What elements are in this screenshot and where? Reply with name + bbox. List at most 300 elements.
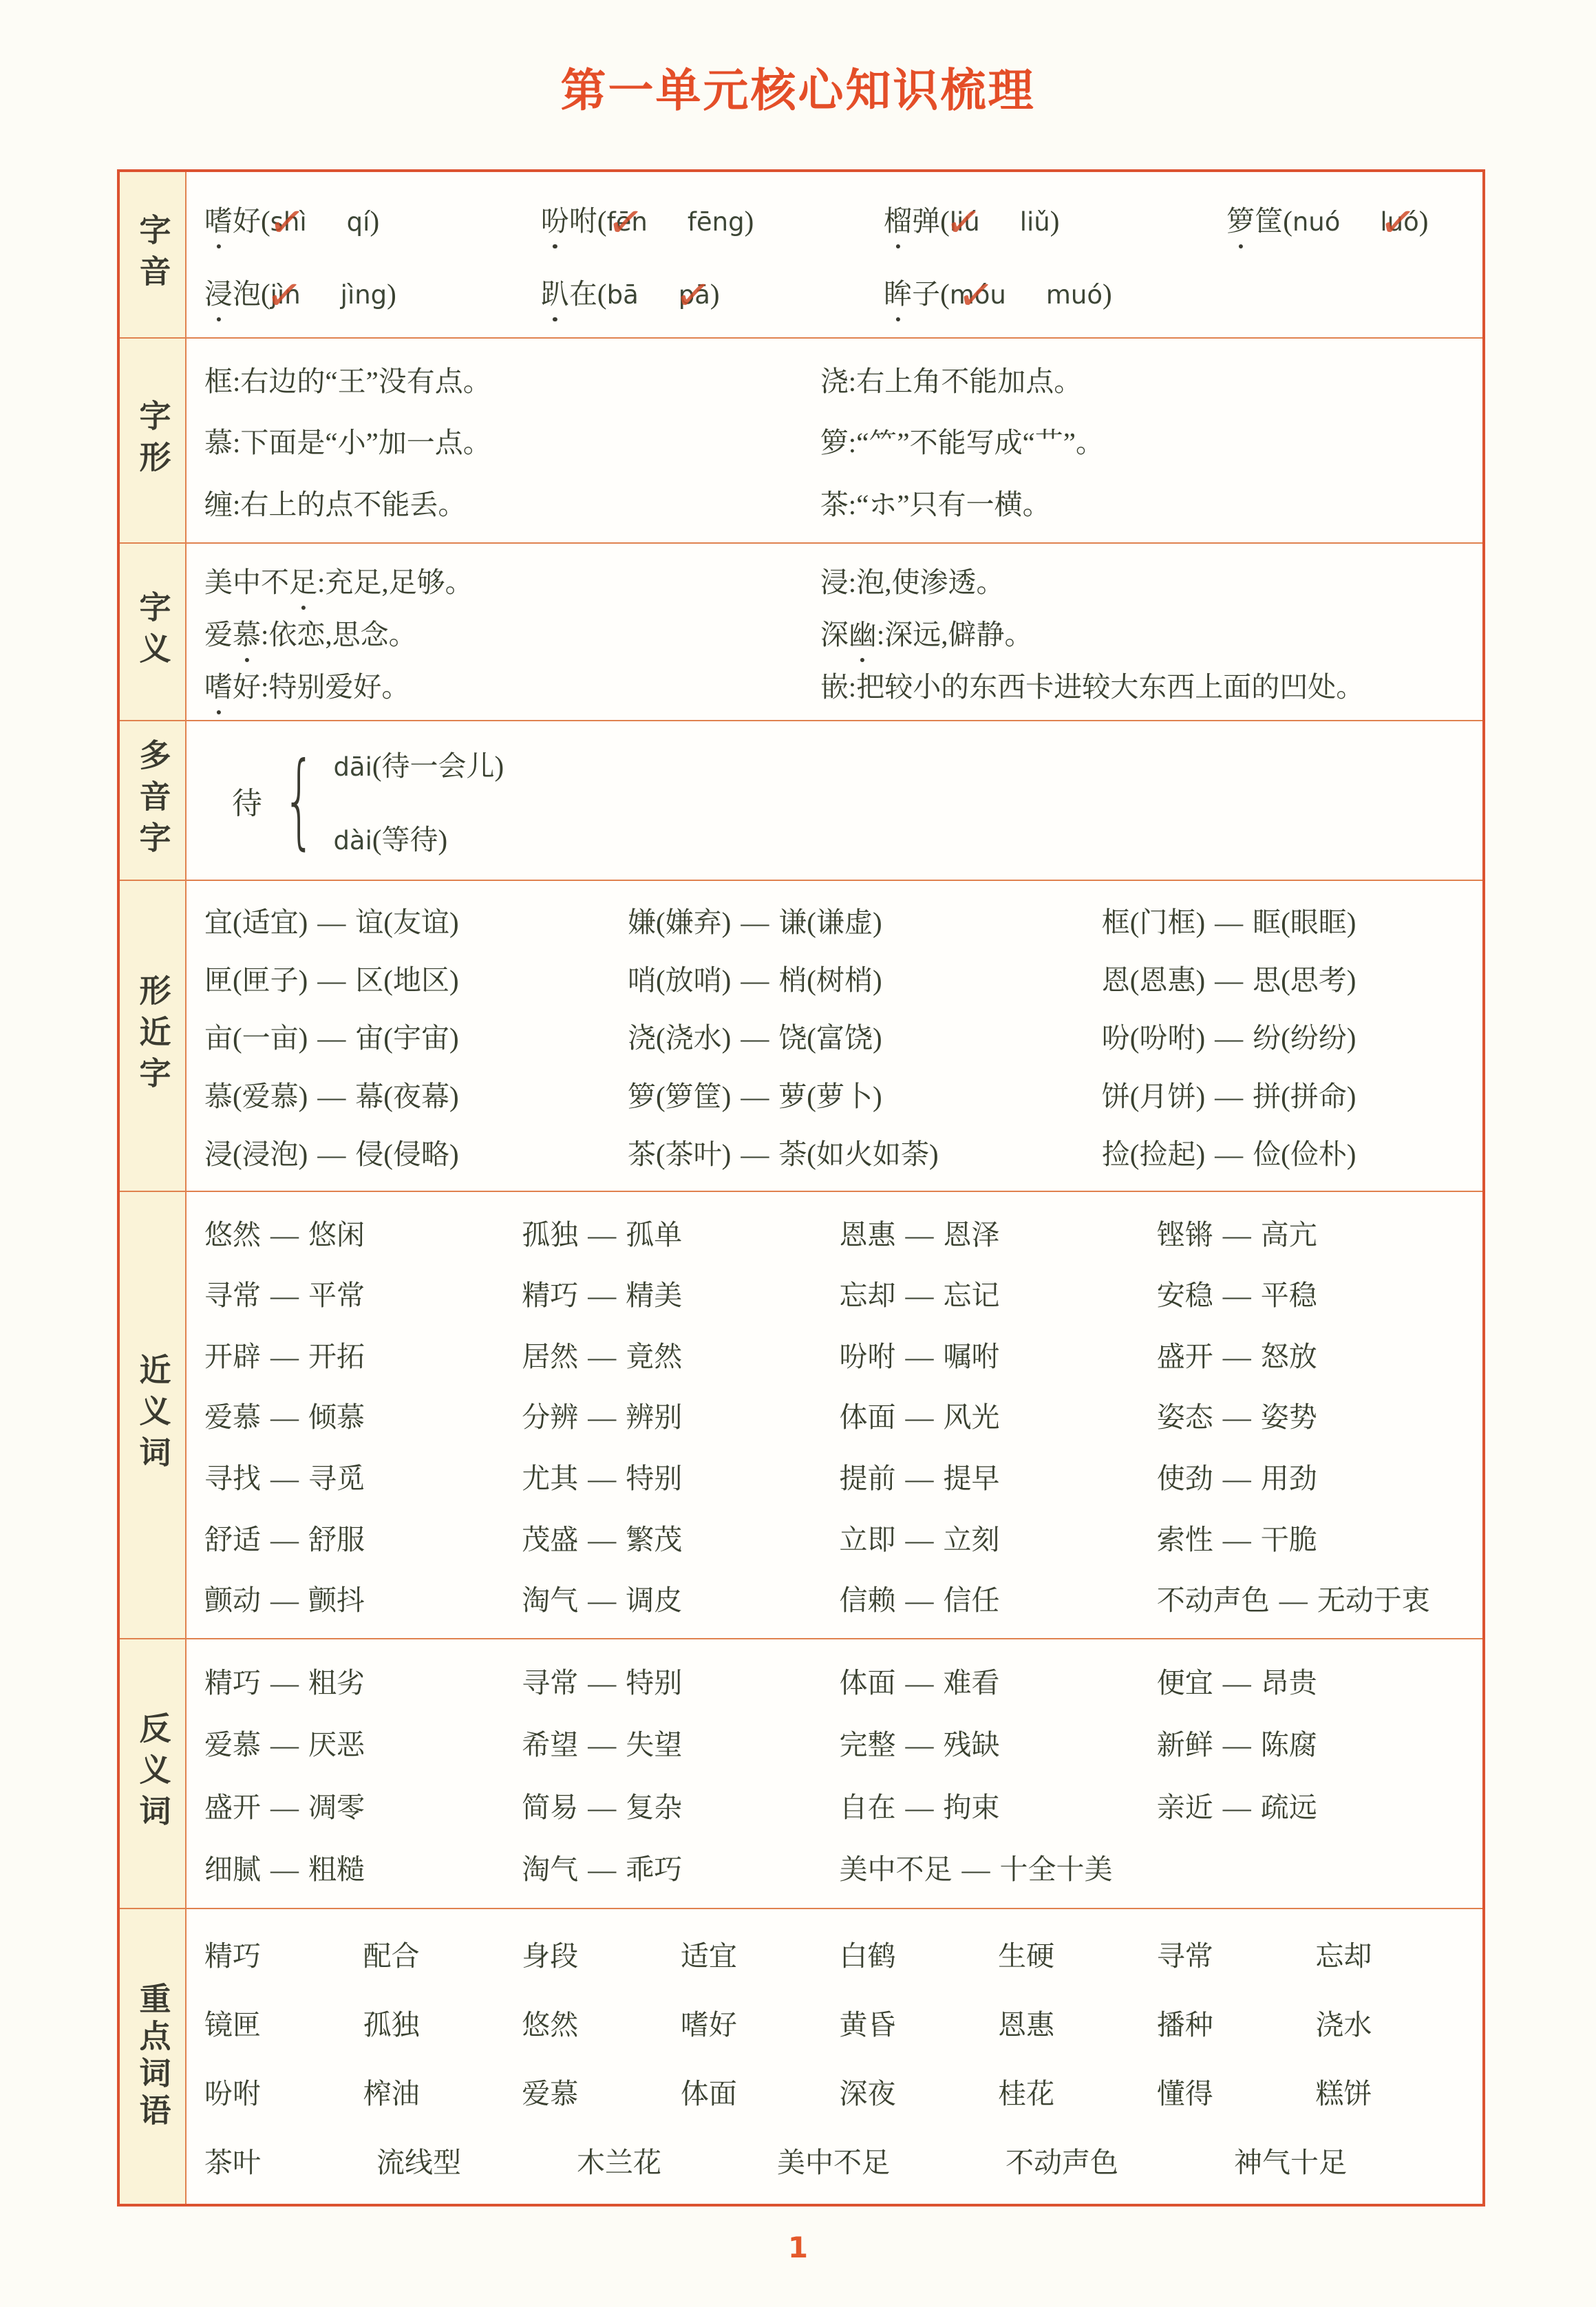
pair-left: 自在 [839,1791,896,1823]
pair-right: 十全十美 [999,1853,1113,1886]
section-ziyin [120,172,1482,337]
pinyin-option-correct: luó ✓ [1380,207,1418,237]
word-pair [628,900,1102,940]
note-line: 浇:右上角不能加点。 [820,365,1083,398]
pinyin-option: fēng [687,206,745,237]
emphasis-dot-char: 嗜 [204,204,233,237]
pair-right: 用劲 [1260,1463,1317,1495]
note-line: 爱慕:依恋,思念。 [204,618,417,650]
pair-dash: — [270,1401,299,1434]
pair-dash: — [588,1340,617,1372]
row-label-text: 近义词 [135,1353,171,1477]
pair-left: 框(门框) [1101,906,1206,938]
section-body-ziyi [187,544,1482,720]
row-label-text: 反义词 [135,1712,171,1836]
section-body-xingjinzi [187,881,1482,1191]
word-pair [522,1517,839,1558]
pair-dash: — [1222,1340,1251,1372]
word-pair [204,1517,522,1558]
word-pair [1102,1074,1474,1114]
pair-left: 姿态 [1156,1401,1213,1434]
polyphone-group [204,743,1474,858]
word-pair [522,1847,839,1887]
word-pair [1157,1456,1474,1496]
pair-left: 淘气 [522,1853,579,1886]
word-pair [840,1212,1157,1253]
word-pair [1157,1577,1474,1618]
pair-left: 使劲 [1156,1463,1213,1495]
pair-right: 高亢 [1260,1218,1317,1251]
pair-right: 萝(萝卜) [778,1080,882,1112]
pair-dash: — [1215,1080,1244,1112]
row-label-zhongdianciyu [120,1909,187,2204]
entry-word: 吩咐 [540,204,597,237]
pair-left: 匣(匣子) [204,964,308,997]
row-label-text: 多音字 [135,738,171,862]
entry-word: 箩筐 [1226,204,1284,237]
pair-dash: — [270,1666,299,1699]
pair-right: 恩泽 [943,1218,1000,1251]
key-word: 榨油 [363,2077,420,2109]
pair-right: 舒服 [308,1523,365,1555]
emphasis-dot-char: 趴 [540,277,569,310]
pair-dash: — [588,1584,617,1617]
pair-left: 细腻 [204,1853,261,1886]
pair-right: 荼(如火如荼) [778,1138,939,1171]
key-word: 桂花 [998,2077,1055,2109]
pair-right: 辨别 [626,1401,683,1434]
pair-dash: — [588,1523,617,1555]
pair-left: 开辟 [204,1340,261,1372]
key-word: 配合 [363,1939,420,1972]
pair-left: 索性 [1156,1523,1213,1555]
word-pair [1157,1212,1474,1253]
pair-dash: — [270,1853,299,1886]
pair-left: 吩咐 [839,1340,896,1372]
pair-left: 体面 [839,1666,896,1699]
entry-word: 榴弹 [884,204,941,237]
note-line: 缠:右上的点不能丢。 [204,488,467,520]
pinyin-entry: 嗜好(shì ✓ qí) [204,198,541,239]
pair-left: 亩(一亩) [204,1022,308,1054]
note-line: 茶:“ホ”只有一横。 [820,488,1051,520]
emphasis-dot-char: 慕 [233,618,261,650]
pair-dash: — [905,1218,934,1251]
section-body-zixing [187,339,1482,542]
key-word: 嗜好 [680,2008,737,2041]
word-pair [204,1212,522,1253]
entry-word: 浸泡 [204,277,261,310]
key-word: 孤独 [363,2008,420,2041]
section-body-ziyin [187,172,1482,337]
word-pair [840,1577,1157,1618]
pair-left: 浸(浸泡) [204,1138,308,1171]
pair-dash: — [588,1401,617,1434]
key-word: 生硬 [998,1939,1055,1972]
pair-left: 居然 [522,1340,579,1372]
pair-right: 厌恶 [308,1729,365,1761]
pair-right: 纷(纷纷) [1253,1022,1356,1054]
pair-left: 寻常 [204,1279,261,1312]
pair-left: 铿锵 [1156,1218,1213,1251]
pair-dash: — [1215,1022,1244,1054]
note-line: 框:右边的“王”没有点。 [204,365,491,398]
pair-dash: — [317,1080,346,1112]
pair-right: 眶(眼眶) [1253,906,1356,938]
word-pair [1157,1517,1474,1558]
note-line: 深幽:深远,僻静。 [820,618,1033,650]
pinyin-option-correct: liú ✓ [950,207,980,237]
section-body-duoyinzi [187,721,1482,880]
word-pair [204,1722,522,1763]
word-pair [840,1456,1157,1496]
pair-left: 淘气 [522,1584,579,1617]
word-pair [628,1131,1102,1172]
emphasis-dot-char: 榴 [884,204,913,237]
pair-right: 思(思考) [1253,964,1356,997]
pinyin-entry: 浸泡(jìn ✓ jìng) [204,271,541,312]
pair-left: 恩惠 [839,1218,896,1251]
pair-dash: — [1222,1729,1251,1761]
word-pair [204,1273,522,1313]
pair-dash: — [270,1791,299,1823]
pinyin-option: liǔ [1019,206,1050,237]
pair-left: 捡(捡起) [1101,1138,1206,1171]
pair-dash: — [270,1340,299,1372]
word-pair [204,957,628,998]
pair-right: 平常 [308,1279,365,1312]
pair-right: 饶(富饶) [778,1022,882,1054]
pair-right: 梢(树梢) [778,964,882,997]
word-pair [840,1517,1157,1558]
pair-left: 简易 [522,1791,579,1823]
pair-left: 立即 [839,1523,896,1555]
pair-left: 孤独 [522,1218,579,1251]
pair-left: 分辨 [522,1401,579,1434]
word-pair [522,1456,839,1496]
pair-dash: — [317,964,346,997]
word-pair [840,1722,1157,1763]
pair-dash: — [270,1729,299,1761]
key-word: 糕饼 [1315,2077,1372,2109]
word-pair [204,1074,628,1114]
pair-left: 寻常 [522,1666,579,1699]
page-number: 1 [787,2231,809,2264]
pair-left: 舒适 [204,1523,261,1555]
section-body-zhongdianciyu [187,1909,1482,2204]
pair-right: 复杂 [626,1791,683,1823]
pair-left: 饼(月饼) [1101,1080,1206,1112]
pair-left: 爱慕 [204,1729,261,1761]
pair-left: 尤其 [522,1463,579,1495]
pinyin-entry: 榴弹(liú ✓ liǔ) [884,198,1226,239]
pair-right: 侵(侵略) [355,1138,459,1171]
pair-right: 忘记 [943,1279,1000,1312]
key-word: 白鹤 [839,1939,896,1972]
key-word: 适宜 [680,1939,737,1972]
pair-left: 宜(适宜) [204,906,308,938]
pair-right: 繁茂 [626,1523,683,1555]
word-pair [840,1660,1157,1701]
pair-right: 无动于衷 [1317,1584,1430,1617]
pair-right: 粗劣 [308,1666,365,1699]
pair-right: 凋零 [308,1791,365,1823]
pair-dash: — [1222,1666,1251,1699]
pair-right: 颤抖 [308,1584,365,1617]
pair-dash: — [961,1853,990,1886]
pair-right: 姿势 [1260,1401,1317,1434]
word-pair [522,1722,839,1763]
pair-dash: — [270,1463,299,1495]
word-pair [840,1334,1157,1374]
pair-left: 箩(箩筐) [628,1080,732,1112]
polyphone-readings [333,743,504,858]
pair-left: 完整 [839,1729,896,1761]
pair-left: 盛开 [1156,1340,1213,1372]
pair-right: 特别 [626,1463,683,1495]
brace-icon: { [282,741,316,860]
pair-dash: — [905,1340,934,1372]
section-xingjinzi [120,880,1482,1191]
pair-left: 便宜 [1156,1666,1213,1699]
pair-dash: — [1222,1401,1251,1434]
two-column-notes [204,553,1474,710]
pair-dash: — [1222,1791,1251,1823]
pair-right: 粗糙 [308,1853,365,1886]
pair-dash: — [741,1080,769,1112]
pair-dash: — [588,1729,617,1761]
reading-pinyin: dāi [333,752,372,782]
pair-left: 恩(恩惠) [1101,964,1206,997]
pair-right: 精美 [626,1279,683,1312]
word-pair [628,1015,1102,1056]
pair-right: 干脆 [1260,1523,1317,1555]
pair-dash: — [905,1401,934,1434]
note-line: 浸:泡,使渗透。 [820,566,1005,598]
section-jinyici [120,1191,1482,1638]
row-label-jinyici [120,1192,187,1638]
section-zhongdianciyu [120,1908,1482,2204]
pair-dash: — [588,1853,617,1886]
pinyin-entry: 趴在(bā pā ✓) [541,271,884,312]
pair-right: 调皮 [626,1584,683,1617]
pair-left: 爱慕 [204,1401,261,1434]
pair-right: 竟然 [626,1340,683,1372]
word-pair [1102,957,1474,998]
pair-dash: — [741,1138,769,1171]
pair-right: 昂贵 [1260,1666,1317,1699]
pair-left: 亲近 [1156,1791,1213,1823]
pinyin-option: jìng [340,279,387,310]
notes-left-column [204,348,820,533]
row-label-text: 重点词语 [135,1982,171,2131]
pair-left: 茶(茶叶) [628,1138,732,1171]
pair-left: 嫌(嫌弃) [628,906,732,938]
pair-dash: — [905,1584,934,1617]
pair-dash: — [317,906,346,938]
pair-right: 拼(拼命) [1253,1080,1356,1112]
pair-left: 美中不足 [839,1853,953,1886]
key-word: 神气十足 [1234,2146,1347,2178]
row-label-zixing [120,339,187,542]
word-pair-grid [204,891,1474,1181]
pair-dash: — [270,1523,299,1555]
pinyin-option-correct: móu ✓ [950,280,1006,310]
key-word: 爱慕 [522,2077,579,2109]
word-pair-grid [204,1649,1474,1898]
word-pair [1157,1660,1474,1701]
pinyin-option: muó [1045,279,1103,310]
pair-right: 失望 [626,1729,683,1761]
pair-right: 陈腐 [1260,1729,1317,1761]
pair-left: 浇(浇水) [628,1022,732,1054]
pair-right: 幕(夜幕) [355,1080,459,1112]
word-pair [1157,1334,1474,1374]
pair-right: 怒放 [1260,1340,1317,1372]
word-pair [1157,1394,1474,1435]
emphasis-dot-char: 吩 [540,204,569,237]
pair-dash: — [1215,964,1244,997]
pair-left: 茂盛 [522,1523,579,1555]
word-pair [840,1785,1157,1825]
key-word: 浇水 [1315,2008,1372,2041]
pair-dash: — [270,1279,299,1312]
emphasis-dot-char: 眸 [884,277,913,310]
pinyin-option: bā [606,279,639,310]
word-pair [204,1456,522,1496]
word-pair [1157,1722,1474,1763]
key-word: 体面 [680,2077,737,2109]
pair-dash: — [1222,1523,1251,1555]
word-pair [204,1660,522,1701]
word-pair [522,1394,839,1435]
key-word: 美中不足 [777,2146,890,2178]
pair-dash: — [1279,1584,1308,1617]
pinyin-option: nuó [1292,206,1341,237]
polyphone-reading: dài(等待) [333,824,448,855]
word-pair [204,1131,628,1172]
pair-right: 拘束 [943,1791,1000,1823]
word-pair [840,1847,1475,1887]
pair-right: 疏远 [1260,1791,1317,1823]
key-word: 镜匣 [204,2008,261,2041]
pair-dash: — [270,1584,299,1617]
word-pair [1102,1131,1474,1172]
pair-right: 立刻 [943,1523,1000,1555]
pair-right: 平稳 [1260,1279,1317,1312]
row-label-ziyi [120,544,187,720]
pair-right: 寻觅 [308,1463,365,1495]
pair-right: 孤单 [626,1218,683,1251]
row-label-ziyin [120,172,187,337]
key-word: 精巧 [204,1939,261,1972]
pair-right: 残缺 [943,1729,1000,1761]
pair-dash: — [905,1279,934,1312]
emphasis-dot-char: 足 [289,566,317,598]
key-word: 恩惠 [998,2008,1055,2041]
word-pair [522,1273,839,1313]
pair-dash: — [1222,1279,1251,1312]
pinyin-entry: 箩筐(nuó luó ✓) [1226,198,1474,239]
pair-dash: — [270,1218,299,1251]
word-pair [522,1577,839,1618]
pair-dash: — [905,1791,934,1823]
pinyin-entry: 眸子(móu ✓ muó) [884,271,1226,312]
knowledge-table [117,169,1485,2207]
pair-right: 谊(友谊) [355,906,459,938]
word-pair [522,1212,839,1253]
pair-right: 悠闲 [308,1218,365,1251]
pair-dash: — [1222,1218,1251,1251]
key-word: 播种 [1156,2008,1213,2041]
word-pair [628,957,1102,998]
pair-left: 新鲜 [1156,1729,1213,1761]
two-column-notes [204,348,1474,533]
pair-right: 特别 [626,1666,683,1699]
section-ziyi [120,542,1482,720]
pair-dash: — [588,1463,617,1495]
key-word: 懂得 [1156,2077,1213,2109]
row-label-text: 字音 [135,213,171,296]
pair-left: 希望 [522,1729,579,1761]
key-word: 悠然 [522,2008,579,2041]
pinyin-option-correct: jìn ✓ [270,280,301,310]
pair-dash: — [1215,906,1244,938]
pair-left: 慕(爱慕) [204,1080,308,1112]
pair-left: 提前 [839,1463,896,1495]
pinyin-line [204,271,1474,312]
key-word: 茶叶 [204,2146,261,2178]
key-word: 身段 [522,1939,579,1972]
pair-right: 倾慕 [308,1401,365,1434]
pair-left: 安稳 [1156,1279,1213,1312]
pair-dash: — [905,1729,934,1761]
pinyin-entry: 吩咐(fēn ✓ fēng) [541,198,884,239]
pair-dash: — [741,1022,769,1054]
word-pair [1157,1785,1474,1825]
word-pair [204,1577,522,1618]
pair-left: 颤动 [204,1584,261,1617]
word-pair [522,1334,839,1374]
key-word: 忘却 [1315,1939,1372,1972]
word-pair [840,1394,1157,1435]
pair-dash: — [905,1523,934,1555]
word-pair [204,1785,522,1825]
pair-right: 难看 [943,1666,1000,1699]
pair-right: 信任 [943,1584,1000,1617]
notes-right-column [820,348,1474,533]
section-body-jinyici [187,1192,1482,1638]
row-label-text: 形近字 [135,974,171,1098]
pair-right: 俭(俭朴) [1253,1138,1356,1171]
notes-right-column [820,553,1474,710]
key-word: 木兰花 [577,2146,661,2178]
word-pair [204,1334,522,1374]
word-pair [204,1847,522,1887]
pinyin-option: qí [346,206,370,237]
pair-left: 哨(放哨) [628,964,732,997]
word-pair [204,900,628,940]
key-word: 寻常 [1156,1939,1213,1972]
pair-left: 忘却 [839,1279,896,1312]
word-pair [1102,900,1474,940]
row-label-duoyinzi [120,721,187,880]
pair-right: 提早 [943,1463,1000,1495]
pair-left: 精巧 [204,1666,261,1699]
pinyin-line [204,198,1474,239]
pair-left: 体面 [839,1401,896,1434]
word-pair [204,1015,628,1056]
